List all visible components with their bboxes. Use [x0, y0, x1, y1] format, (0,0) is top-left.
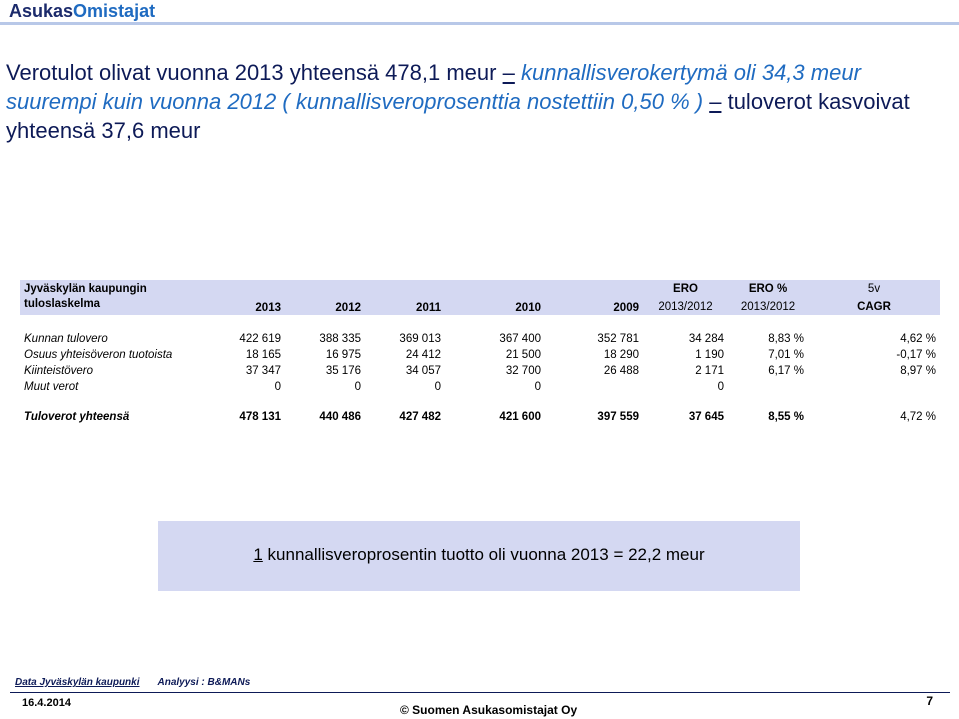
total-2013: 478 131: [239, 411, 281, 423]
total-2010: 421 600: [499, 411, 541, 423]
title-dash2: –: [709, 89, 722, 114]
row-label: Muut verot: [24, 381, 79, 393]
cell-2011: 34 057: [405, 365, 441, 377]
cell-2009: 18 290: [603, 349, 639, 361]
cell-2011: 0: [434, 381, 441, 393]
header-ero-line2: 2013/2012: [643, 295, 728, 315]
cell-2010: 32 700: [505, 365, 541, 377]
header-label-line2: tuloslaskelma: [20, 295, 205, 315]
cell-eropct: 8,83 %: [768, 333, 804, 345]
info-body: kunnallisveroprosentin tuotto oli vuonna 2013 = 22,2 meur: [262, 545, 705, 564]
info-text: [158, 545, 800, 565]
footer-data-source: Data Jyväskylän kaupunki: [15, 677, 140, 688]
table-row: [20, 363, 940, 379]
total-ero: 37 645: [688, 411, 724, 423]
row-label: Kiinteistövero: [24, 365, 94, 377]
info-box: [158, 521, 800, 591]
row-label: Osuus yhteisöveron tuotoista: [24, 349, 173, 361]
total-2012: 440 486: [319, 411, 361, 423]
cell-2012: 0: [354, 381, 361, 393]
table-row: [20, 379, 940, 395]
table-row: [20, 347, 940, 363]
cell-2010: 367 400: [499, 333, 541, 345]
cell-ero: 34 284: [688, 333, 724, 345]
page-title: [6, 58, 951, 145]
footer-page-number: 7: [926, 694, 933, 708]
header-eropct-line1: ERO %: [728, 280, 808, 295]
header-ero-line1: ERO: [643, 280, 728, 295]
cell-cagr: 8,97 %: [900, 365, 936, 377]
footer-copyright: © Suomen Asukasomistajat Oy: [400, 703, 578, 717]
cell-2009: 352 781: [597, 333, 639, 345]
info-prefix: 1: [253, 545, 263, 564]
total-eropct: 8,55 %: [768, 411, 804, 423]
cell-2012: 388 335: [319, 333, 361, 345]
table-header-row-1: [20, 280, 940, 295]
cell-eropct: [728, 379, 808, 395]
header-rule: [0, 22, 959, 25]
table-header-row-2: [20, 295, 940, 315]
cell-cagr: 4,62 %: [900, 333, 936, 345]
cell-2013: 0: [274, 381, 281, 393]
header-year: 2010: [445, 295, 545, 315]
cell-2010: 21 500: [505, 349, 541, 361]
footer-analysis: Analyysi : B&MANs: [157, 677, 251, 688]
table-row: [20, 331, 940, 347]
header-cagr-line1: 5v: [808, 280, 940, 295]
brand-logo: [9, 0, 155, 22]
cell-cagr: -0,17 %: [896, 349, 936, 361]
header-year: 2009: [545, 295, 643, 315]
header-label-line1: Jyväskylän kaupungin: [20, 280, 205, 295]
cell-2012: 35 176: [325, 365, 361, 377]
total-label: Tuloverot yhteensä: [24, 411, 130, 423]
footer-sources: [15, 677, 250, 688]
total-2011: 427 482: [399, 411, 441, 423]
cell-eropct: 7,01 %: [768, 349, 804, 361]
title-dash: –: [502, 60, 515, 85]
total-2009: 397 559: [597, 411, 639, 423]
header-cagr-line2: CAGR: [808, 295, 940, 315]
cell-2009: 26 488: [603, 365, 639, 377]
cell-2013: 18 165: [245, 349, 281, 361]
brand-part2: Omistajat: [73, 1, 156, 21]
total-cagr: 4,72 %: [900, 411, 936, 423]
title-part3: tuloverot kasvoivat yhteensä 37,6 meur: [6, 89, 910, 143]
cell-ero: 0: [717, 381, 724, 393]
cell-2010: 0: [534, 381, 541, 393]
cell-ero: 2 171: [695, 365, 724, 377]
title-part1: Verotulot olivat vuonna 2013 yhteensä 478,1 meur: [6, 60, 497, 85]
header-year: 2011: [365, 295, 445, 315]
header-eropct-line2: 2013/2012: [728, 295, 808, 315]
title-part2: kunnallisverokertymä oli 34,3 meur suurempi kuin vuonna 2012 ( kunnallisveroprosenttia nostettiin 0,50 % ): [6, 60, 861, 114]
header-year: 2013: [205, 295, 285, 315]
table-total-row: [20, 409, 940, 425]
cell-2011: 24 412: [405, 349, 441, 361]
income-statement-table: [20, 280, 940, 425]
brand-part1: Asukas: [9, 1, 74, 21]
cell-2013: 37 347: [245, 365, 281, 377]
cell-eropct: 6,17 %: [768, 365, 804, 377]
cell-2011: 369 013: [399, 333, 441, 345]
cell-2009: [545, 379, 643, 395]
cell-2013: 422 619: [239, 333, 281, 345]
footer-rule: [10, 692, 950, 693]
header-year: 2012: [285, 295, 365, 315]
cell-2012: 16 975: [325, 349, 361, 361]
footer-date: 16.4.2014: [22, 697, 71, 709]
cell-cagr: [808, 379, 940, 395]
row-label: Kunnan tulovero: [24, 333, 108, 345]
cell-ero: 1 190: [695, 349, 724, 361]
